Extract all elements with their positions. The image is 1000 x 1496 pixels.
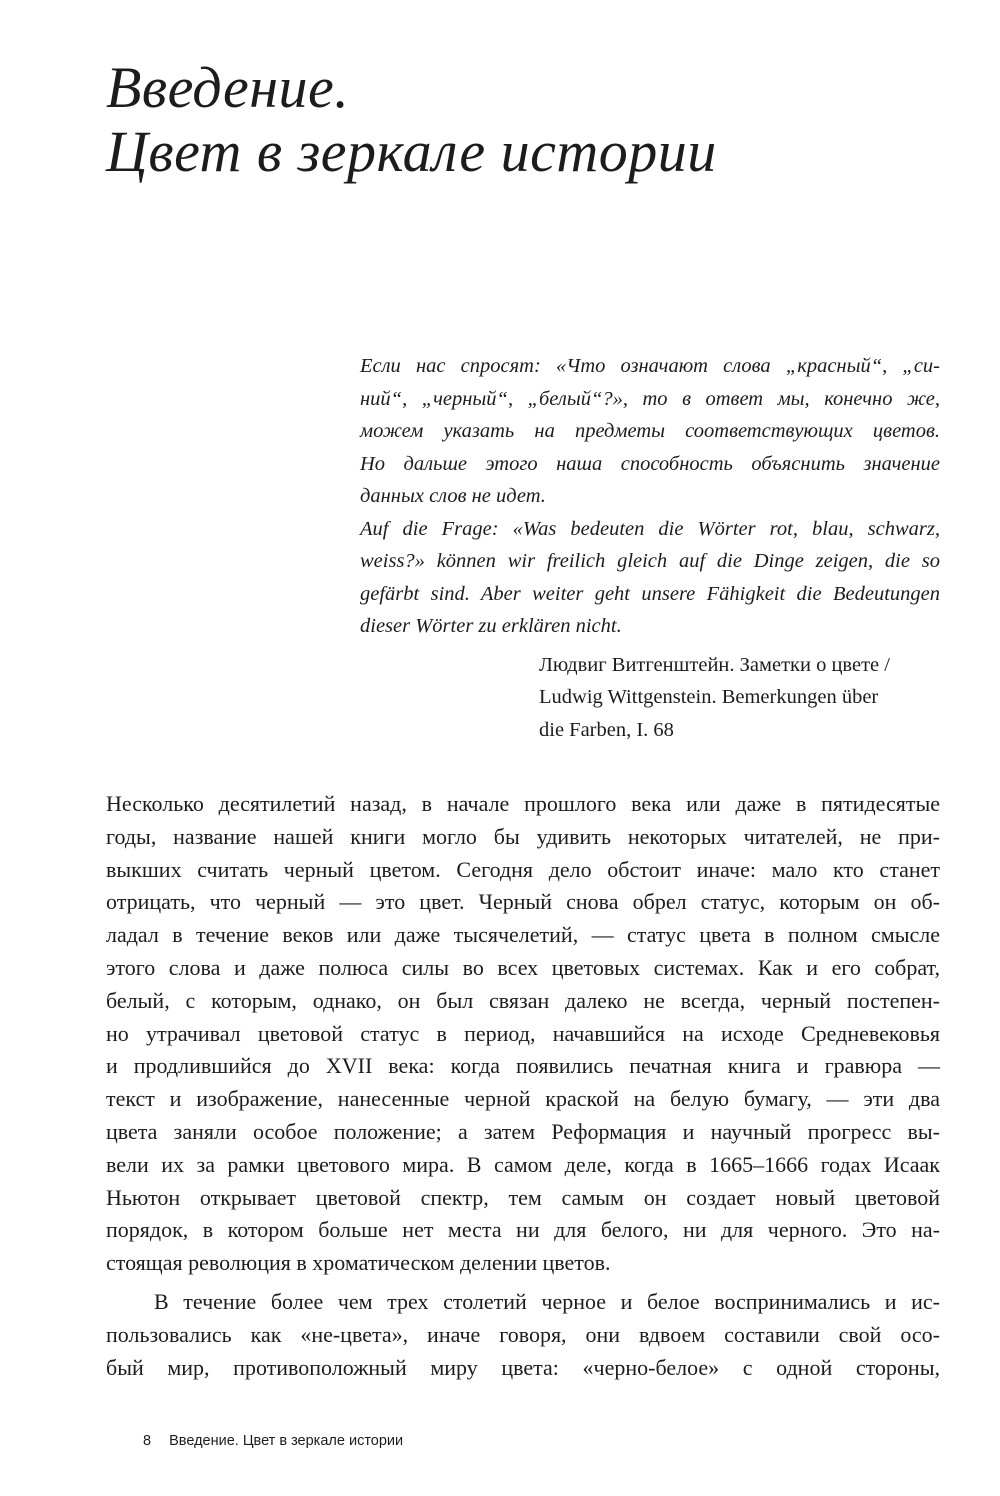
epigraph-attribution	[539, 649, 940, 747]
epigraph-line: weiss?» können wir freilich gleich auf die Dinge zeigen, die so	[360, 550, 940, 572]
epigraph-line: ний“, „черный“, „белый“?», то в ответ мы, конечно же,	[360, 387, 940, 410]
chapter-title-line-1: Введение.	[106, 55, 350, 120]
body-line: отрицать, что черный — это цвет. Черный снова обрел статус, которым он об-	[106, 889, 940, 915]
body-line: ладал в течение веков или даже тысячелетий, — статус цвета в полном смысле	[106, 922, 940, 948]
body-text	[106, 788, 940, 1384]
body-line: выкших считать черный цветом. Сегодня дело обстоит иначе: мало кто станет	[106, 856, 940, 882]
body-line: Ньютон открывает цветовой спектр, тем самым он создает новый цветовой	[106, 1184, 940, 1210]
epigraph-line: данных слов не идет.	[360, 485, 546, 507]
epigraph-line: dieser Wörter zu erklären nicht.	[360, 615, 622, 637]
body-line: бый мир, противоположный миру цвета: «черно-белое» с одной стороны,	[106, 1354, 940, 1380]
chapter-title-line-2: Цвет в зеркале истории	[106, 119, 717, 184]
body-line: Несколько десятилетий назад, в начале прошлого века или даже в пятидесятые	[106, 791, 940, 816]
epigraph	[360, 350, 940, 746]
body-line: В течение более чем трех столетий черное и белое воспринимались и ис-	[154, 1288, 940, 1314]
epigraph-line: gefärbt sind. Aber weiter geht unsere Fähigkeit die Bedeutungen	[360, 582, 940, 605]
body-line: годы, название нашей книги могло бы удивить некоторых читателей, не при-	[106, 823, 940, 849]
epigraph-line: Но дальше этого наша способность объяснить значение	[360, 452, 940, 475]
body-line: текст и изображение, нанесенные черной краской на белую бумагу, — эти два	[106, 1086, 940, 1112]
page-number: 8	[143, 1433, 152, 1449]
body-line: вели их за рамки цветового мира. В самом деле, когда в 1665–1666 годах Исаак	[106, 1151, 940, 1177]
body-line: порядок, в котором больше нет места ни для белого, ни для черного. Это на-	[106, 1217, 940, 1243]
epigraph-line: можем указать на предметы соответствующих цветов.	[360, 420, 940, 442]
chapter-title	[106, 56, 966, 184]
body-line: пользовались как «не-цвета», иначе говоря, они вдвоем составили свой осо-	[106, 1321, 940, 1347]
body-line: стоящая революция в хроматическом делении цветов.	[106, 1250, 611, 1276]
running-title: Введение. Цвет в зеркале истории	[169, 1433, 404, 1449]
attribution-line: Ludwig Wittgenstein. Bemerkungen über	[539, 686, 879, 708]
attribution-line: die Farben, I. 68	[539, 718, 674, 741]
attribution-line: Людвиг Витгенштейн. Заметки о цвете /	[539, 653, 890, 676]
body-line: и продлившийся до XVII века: когда появились печатная книга и гравюра —	[106, 1053, 940, 1079]
body-line: этого слова и даже полюса силы во всех цветовых системах. Как и его собрат,	[106, 954, 940, 980]
epigraph-line: Auf die Frage: «Was bedeuten die Wörter rot, blau, schwarz,	[360, 517, 940, 540]
epigraph-line: Если нас спросят: «Что означают слова „красный“, „си-	[360, 355, 940, 377]
body-line: но утрачивал цветовой статус в период, начавшийся на исходе Средневековья	[106, 1020, 940, 1046]
body-line: цвета заняли особое положение; а затем Реформация и научный прогресс вы-	[106, 1118, 940, 1144]
page-footer	[143, 1433, 403, 1449]
body-line: белый, с которым, однако, он был связан далеко не всегда, черный постепен-	[106, 987, 940, 1013]
